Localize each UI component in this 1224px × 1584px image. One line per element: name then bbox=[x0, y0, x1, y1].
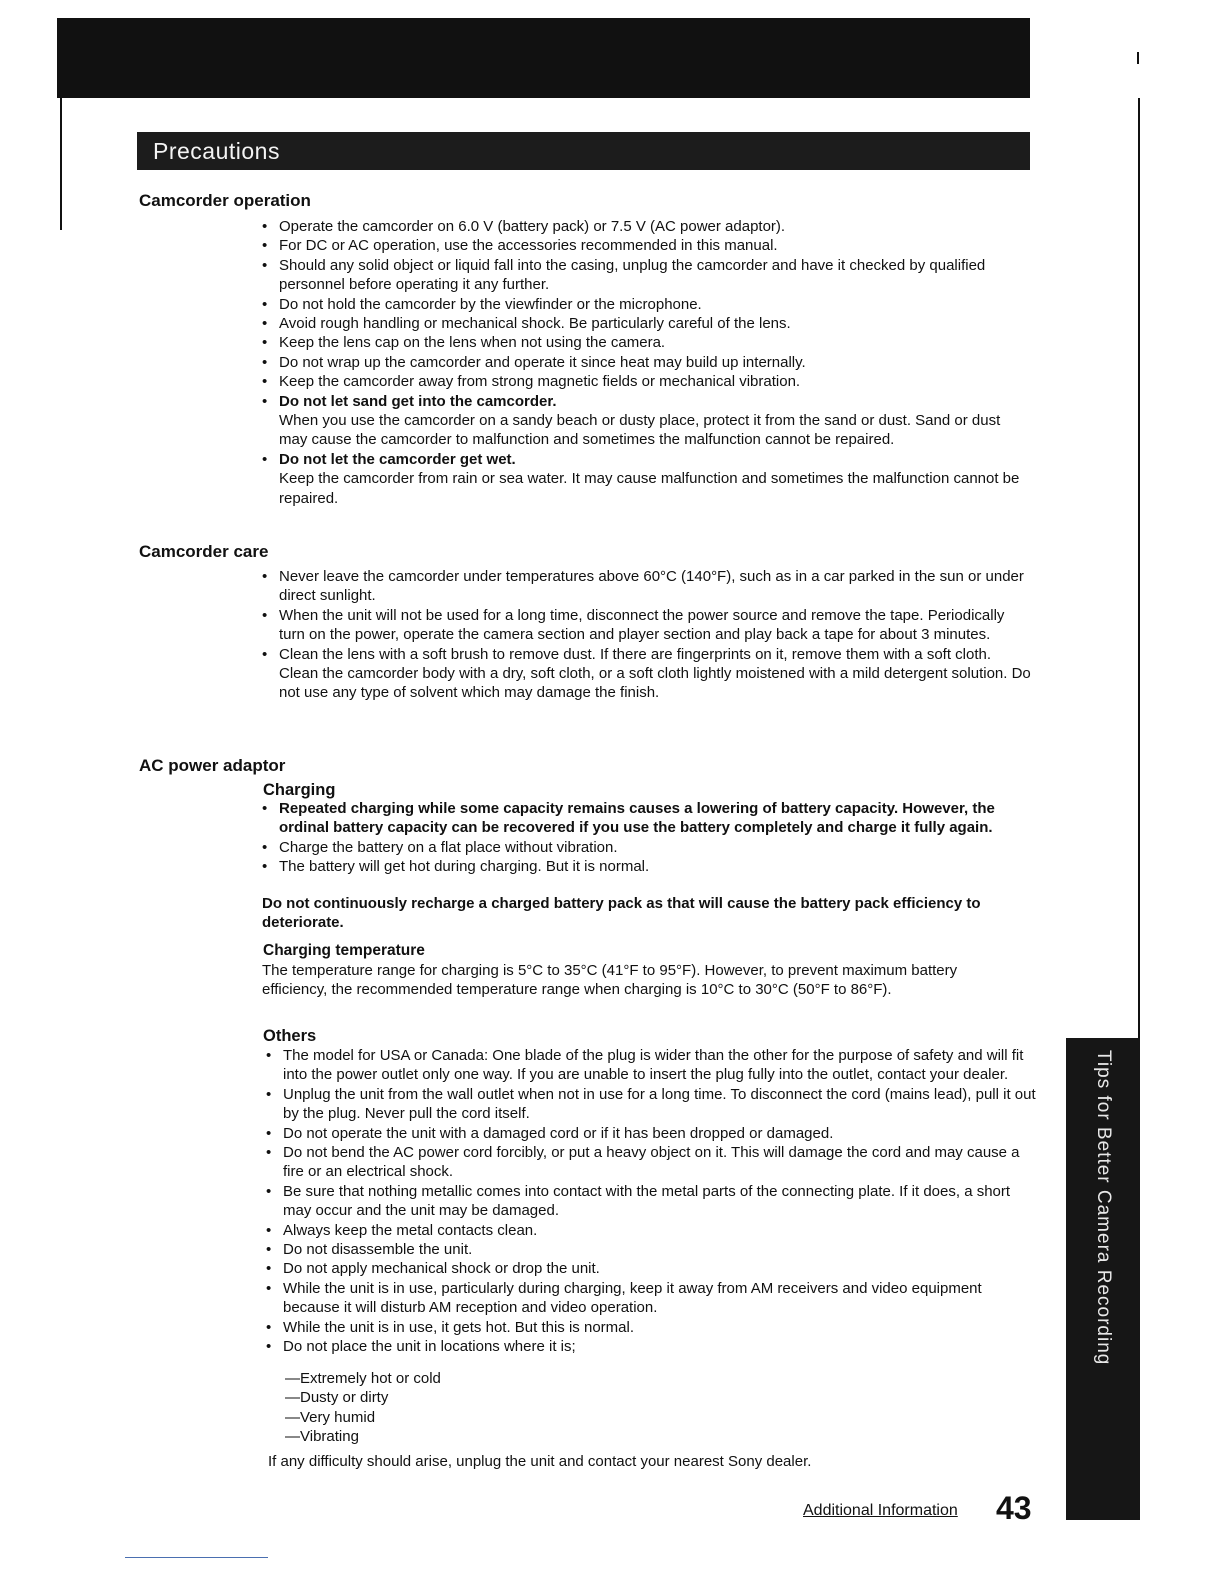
list-item: • Should any solid object or liquid fall into the casing, unplug the camcorder and have it checked by qualified personnel before operating it any further. bbox=[262, 256, 1032, 295]
list-item-wet bbox=[262, 450, 1032, 508]
list-item: • Do not operate the unit with a damaged cord or if it has been dropped or damaged. bbox=[266, 1124, 1038, 1143]
page-number: 43 bbox=[996, 1490, 1032, 1526]
list-item: • Do not hold the camcorder by the viewfinder or the microphone. bbox=[262, 295, 1032, 314]
left-margin-rule bbox=[60, 98, 62, 230]
charging-warning: Do not continuously recharge a charged battery pack as that will cause the battery pack efficiency to deteriorate. bbox=[262, 895, 981, 932]
charging-list bbox=[262, 799, 1037, 877]
list-item: • Keep the lens cap on the lens when not using the camera. bbox=[262, 333, 1032, 352]
list-item: • For DC or AC operation, use the accessories recommended in this manual. bbox=[262, 236, 1032, 255]
right-margin-rule bbox=[1138, 98, 1140, 1038]
list-item: • The model for USA or Canada: One blade of the plug is wider than the other for the purpose of safety and will fit into the power outlet only one way. If you are unable to insert the plug fully into the outlet, contact your dealer. bbox=[266, 1046, 1038, 1085]
list-item: • The battery will get hot during charging. But it is normal. bbox=[262, 857, 1037, 876]
others-list bbox=[266, 1046, 1038, 1357]
others-heading: Others bbox=[263, 1027, 317, 1045]
footer-section-label: Additional Information bbox=[803, 1502, 958, 1519]
condition-item: —Very humid bbox=[285, 1408, 376, 1426]
list-item: • While the unit is in use, particularly during charging, keep it away from AM receivers and video equipment because it will disturb AM reception and video operation. bbox=[266, 1279, 1038, 1318]
wet-warning-text: Keep the camcorder from rain or sea water. It may cause malfunction and sometimes the malfunction cannot be repaired. bbox=[279, 470, 1020, 507]
charging-temperature-text: The temperature range for charging is 5°C to 35°C (41°F to 95°F). However, to prevent maximum battery efficiency, the recommended temperature range when charging is 10°C to 30°C (50°F to 86°F). bbox=[262, 962, 958, 999]
list-item: • Unplug the unit from the wall outlet when not in use for a long time. To disconnect the cord (mains lead), pull it out by the plug. Never pull the cord itself. bbox=[266, 1085, 1038, 1124]
sand-warning-text: When you use the camcorder on a sandy beach or dusty place, protect it from the sand or dust. Sand or dust may cause the camcorder to malfunction and sometimes the malfunction cannot be repaired. bbox=[279, 412, 1001, 449]
location-conditions-list bbox=[285, 1369, 441, 1447]
header-band bbox=[57, 18, 1030, 98]
charging-temperature-heading: Charging temperature bbox=[263, 942, 425, 959]
sand-warning-title: • Do not let sand get into the camcorder. bbox=[279, 392, 557, 410]
camcorder-care-heading: Camcorder care bbox=[139, 542, 269, 561]
list-item: • Charge the battery on a flat place without vibration. bbox=[262, 838, 1037, 857]
condition-item: —Vibrating bbox=[285, 1428, 359, 1446]
list-item: • Do not bend the AC power cord forcibly, or put a heavy object on it. This will damage the cord and may cause a fire or an electrical shock. bbox=[266, 1143, 1038, 1182]
wet-warning-title: • Do not let the camcorder get wet. bbox=[279, 450, 516, 468]
section-title: Precautions bbox=[137, 132, 1030, 170]
chapter-side-tab-label: Tips for Better Camera Recording bbox=[1093, 1050, 1114, 1366]
condition-item: —Dusty or dirty bbox=[285, 1389, 389, 1407]
charging-heading: Charging bbox=[263, 781, 336, 799]
list-item: • Do not place the unit in locations where it is; bbox=[266, 1337, 1038, 1356]
list-item: • While the unit is in use, it gets hot. But this is normal. bbox=[266, 1318, 1038, 1337]
chapter-side-tab bbox=[1066, 1038, 1140, 1520]
camcorder-care-list bbox=[262, 567, 1032, 703]
list-item: • Operate the camcorder on 6.0 V (battery pack) or 7.5 V (AC power adaptor). bbox=[262, 217, 1032, 236]
list-item: • Never leave the camcorder under temperatures above 60°C (140°F), such as in a car parked in the sun or under direct sunlight. bbox=[262, 567, 1032, 606]
list-item: • Avoid rough handling or mechanical shock. Be particularly careful of the lens. bbox=[262, 314, 1032, 333]
list-item-sand bbox=[262, 392, 1032, 450]
list-item-bold bbox=[262, 799, 1037, 838]
camcorder-operation-list bbox=[262, 217, 1032, 508]
list-item: • Do not apply mechanical shock or drop the unit. bbox=[266, 1259, 1038, 1278]
list-item: • Be sure that nothing metallic comes into contact with the metal parts of the connecting plate. If it does, a short may occur and the unit may be damaged. bbox=[266, 1182, 1038, 1221]
ac-power-adaptor-heading: AC power adaptor bbox=[139, 756, 286, 775]
condition-item: —Extremely hot or cold bbox=[285, 1370, 441, 1387]
list-item: • Do not wrap up the camcorder and operate it since heat may build up internally. bbox=[262, 353, 1032, 372]
list-item: • Keep the camcorder away from strong magnetic fields or mechanical vibration. bbox=[262, 372, 1032, 391]
bottom-rule bbox=[125, 1557, 268, 1558]
list-item: • Do not disassemble the unit. bbox=[266, 1240, 1038, 1259]
closing-note: If any difficulty should arise, unplug the unit and contact your nearest Sony dealer. bbox=[268, 1453, 812, 1470]
camcorder-operation-heading: Camcorder operation bbox=[139, 191, 311, 210]
charging-capacity-note: • Repeated charging while some capacity remains causes a lowering of battery capacity. However, the ordinal battery capacity can be recovered if you use the battery completely and charge it fully again. bbox=[279, 800, 995, 837]
margin-tick bbox=[1137, 52, 1139, 64]
list-item: • Always keep the metal contacts clean. bbox=[266, 1221, 1038, 1240]
list-item: • Clean the lens with a soft brush to remove dust. If there are fingerprints on it, remove them with a soft cloth. Clean the camcorder body with a dry, soft cloth, or a soft cloth lightly moistened with a mild detergent solution. Do not use any type of solvent which may damage the finish. bbox=[262, 645, 1032, 703]
list-item: • When the unit will not be used for a long time, disconnect the power source and remove the tape. Periodically turn on the power, operate the camera section and player section and play back a tape for about 3 minutes. bbox=[262, 606, 1032, 645]
